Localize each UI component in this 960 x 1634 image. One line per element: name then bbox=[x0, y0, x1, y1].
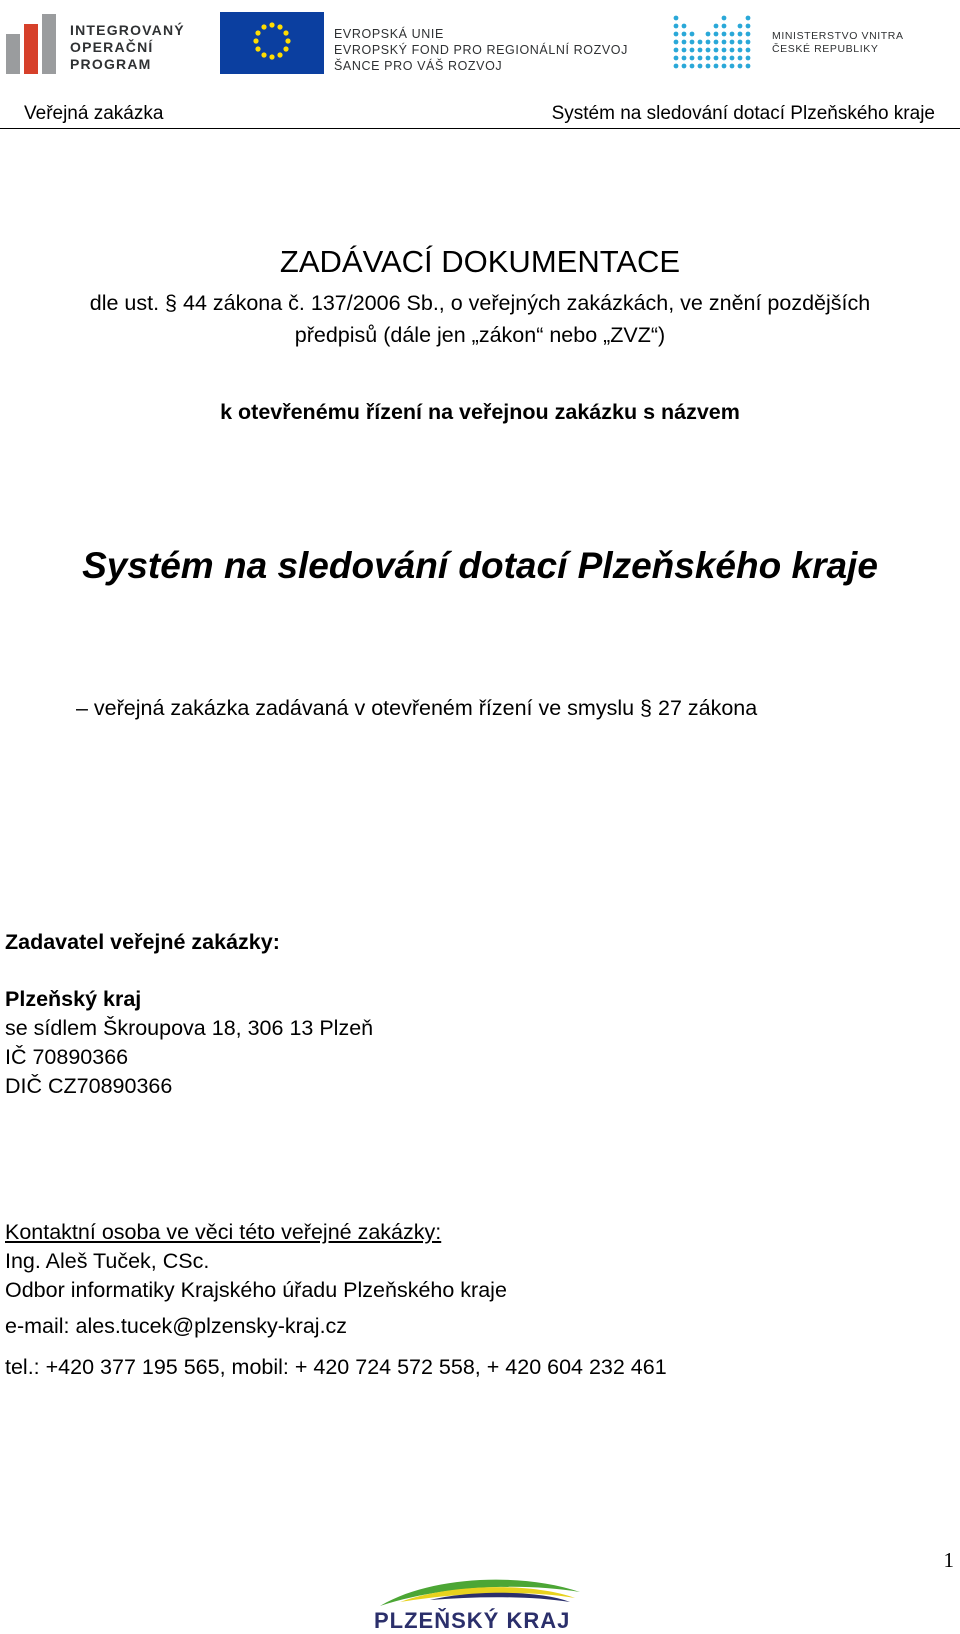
contact-name: Ing. Aleš Tuček, CSc. bbox=[5, 1249, 210, 1273]
iop-logo-bar-gray bbox=[6, 34, 20, 74]
iop-logo bbox=[6, 12, 194, 74]
legal-basis-line: dle ust. § 44 zákona č. 137/2006 Sb., o veřejných zakázkách, ve znění pozdějších bbox=[89, 291, 871, 315]
document-title: ZADÁVACÍ DOKUMENTACE bbox=[279, 244, 681, 279]
project-name: Systém na sledování dotací Plzeňského kraje bbox=[82, 545, 878, 586]
contact-email: e-mail: ales.tucek@plzensky-kraj.cz bbox=[5, 1314, 348, 1338]
authority-dic: DIČ CZ70890366 bbox=[5, 1074, 173, 1098]
procedure-type: – veřejná zakázka zadávaná v otevřeném řízení ve smyslu § 27 zákona bbox=[76, 696, 758, 720]
authority-name: Plzeňský kraj bbox=[5, 987, 142, 1011]
authority-ic: IČ 70890366 bbox=[5, 1045, 129, 1069]
running-header-right: Systém na sledování dotací Plzeňského kraje bbox=[551, 103, 935, 124]
header-divider bbox=[0, 128, 960, 129]
authority-address: se sídlem Škroupova 18, 306 13 Plzeň bbox=[5, 1016, 374, 1040]
mv-logo bbox=[672, 14, 760, 70]
plzensky-kraj-swoosh-icon bbox=[370, 1572, 590, 1612]
mv-dots-icon bbox=[672, 14, 760, 70]
mv-logo-text: MINISTERSTVO VNITRA ČESKÉ REPUBLIKY bbox=[772, 30, 904, 55]
iop-logo-bar-gray bbox=[42, 14, 56, 74]
eu-flag-logo bbox=[220, 12, 324, 74]
page-number: 1 bbox=[943, 1548, 954, 1572]
eu-stars-icon bbox=[220, 12, 324, 74]
iop-logo-text: INTEGROVANÝ OPERAČNÍ PROGRAM bbox=[70, 22, 185, 72]
legal-basis-line: předpisů (dále jen „zákon“ nebo „ZVZ“) bbox=[294, 323, 666, 347]
contact-heading: Kontaktní osoba ve věci této veřejné zakázky: bbox=[5, 1220, 442, 1244]
plzensky-kraj-wordmark: PLZEŇSKÝ KRAJ bbox=[374, 1608, 571, 1633]
iop-logo-bar-red bbox=[24, 24, 38, 74]
contact-department: Odbor informatiky Krajského úřadu Plzeňského kraje bbox=[5, 1278, 507, 1302]
authority-heading: Zadavatel veřejné zakázky: bbox=[5, 930, 280, 954]
contact-phone: tel.: +420 377 195 565, mobil: + 420 724 572 558, + 420 604 232 461 bbox=[5, 1355, 667, 1379]
running-header-left: Veřejná zakázka bbox=[24, 103, 164, 124]
eu-logo-text: EVROPSKÁ UNIE EVROPSKÝ FOND PRO REGIONÁLNÍ ROZVOJ ŠANCE PRO VÁŠ ROZVOJ bbox=[334, 27, 628, 73]
legal-basis bbox=[0, 287, 960, 351]
procedure-intro: k otevřenému řízení na veřejnou zakázku s názvem bbox=[220, 400, 740, 424]
